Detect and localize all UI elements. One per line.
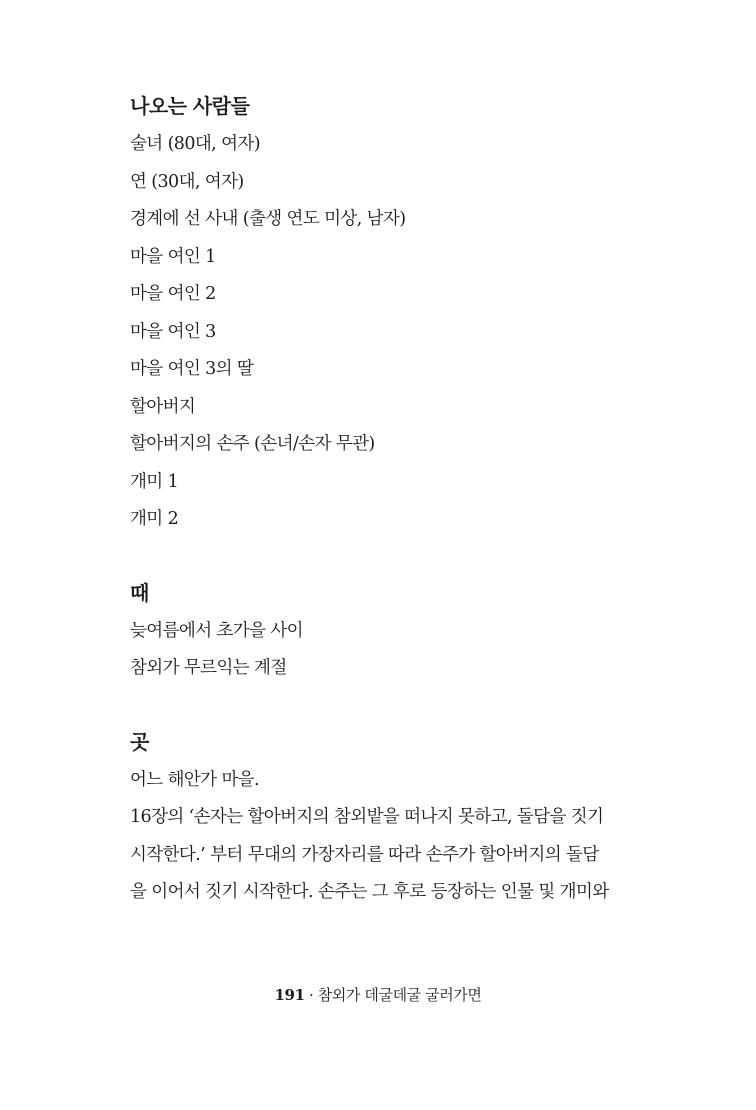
character-item: 연 (30대, 여자)	[130, 171, 244, 192]
time-section	[130, 575, 670, 688]
characters-heading: 나오는 사람들	[130, 94, 250, 118]
character-item: 할아버지의 손주 (손녀/손자 무관)	[130, 434, 375, 454]
place-line: 16장의 ‘손자는 할아버지의 참외밭을 떠나지 못하고, 돌담을 짓기	[130, 807, 604, 827]
characters-section	[130, 88, 670, 539]
character-item: 할아버지	[130, 396, 196, 417]
running-title: 참외가 데굴데굴 굴러가면	[317, 986, 482, 1004]
place-line: 을 이어서 짓기 시작한다. 손주는 그 후로 등장하는 인물 및 개미와	[130, 882, 609, 902]
character-item: 개미 1	[130, 471, 179, 492]
time-line: 참외가 무르익는 계절	[130, 658, 287, 678]
place-section	[130, 724, 670, 912]
character-item: 마을 여인 3의 딸	[130, 359, 254, 379]
character-item: 개미 2	[130, 509, 179, 529]
time-heading: 때	[130, 580, 149, 605]
footer-separator: ·	[309, 986, 314, 1004]
character-item: 마을 여인 2	[130, 284, 216, 304]
characters-list	[130, 126, 670, 539]
character-item: 마을 여인 3	[130, 321, 216, 342]
character-item: 술녀 (80대, 여자)	[130, 134, 260, 154]
place-line: 시작한다.’ 부터 무대의 가장자리를 따라 손주가 할아버지의 돌담	[130, 844, 599, 865]
place-heading: 곳	[130, 729, 149, 754]
page-body	[130, 88, 670, 948]
character-item: 마을 여인 1	[130, 246, 216, 267]
page-footer	[0, 983, 756, 1007]
character-item: 경계에 선 사내 (출생 연도 미상, 남자)	[130, 209, 406, 229]
time-line: 늦여름에서 초가을 사이	[130, 620, 303, 641]
page-number: 191	[274, 986, 305, 1004]
place-line: 어느 해안가 마을.	[130, 769, 260, 790]
